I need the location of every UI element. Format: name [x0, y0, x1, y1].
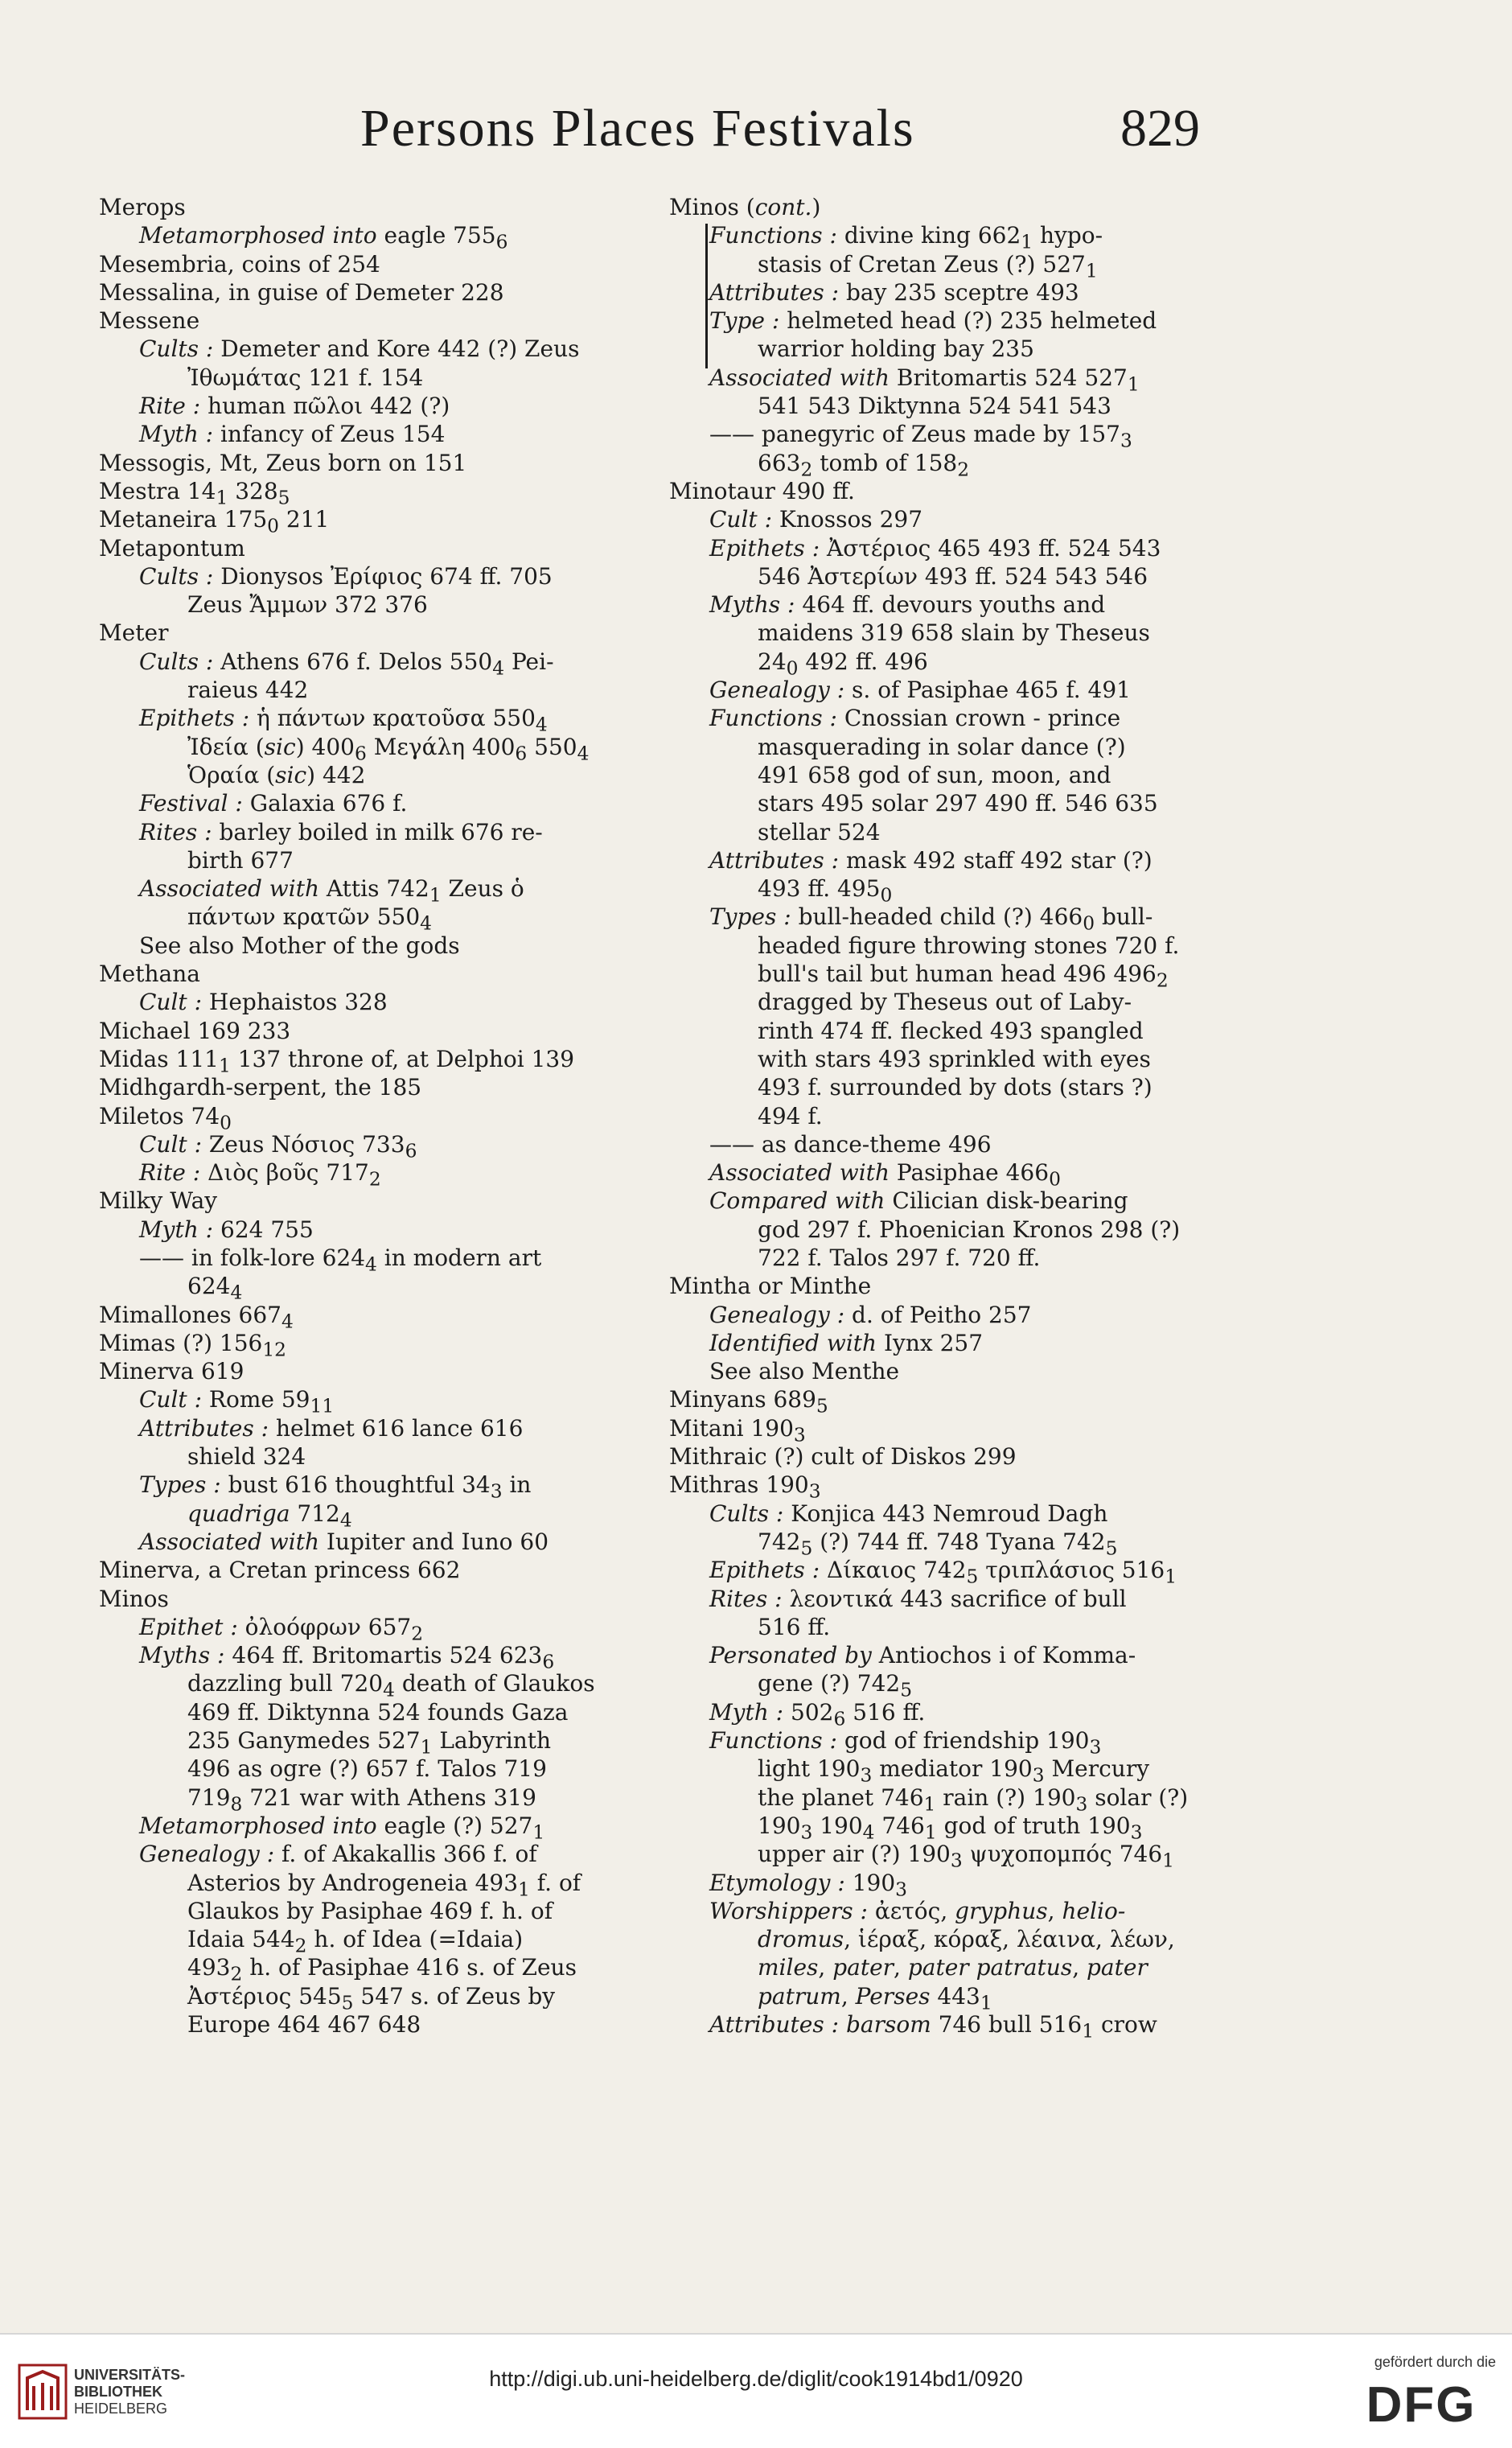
index-subentry: light $190_3$ mediator $190_3$ Mercury	[758, 1755, 1150, 1787]
index-subentry: $742_5$ (?) 744 ff. 748 Tyana $742_5$	[758, 1528, 1118, 1560]
index-subentry: Cult : Knossos 297	[709, 506, 923, 533]
index-subentry: with stars 493 sprinkled with eyes	[758, 1045, 1151, 1072]
index-headword: Michael 169 233	[99, 1017, 291, 1044]
index-subentry: miles, pater, pater patratus, pater	[758, 1954, 1148, 1981]
index-headword: Milky Way	[99, 1187, 218, 1215]
index-subentry: dromus, ἱέραξ, κόραξ, λέαινα, λέων,	[758, 1926, 1175, 1953]
index-subentry: Metamorphosed into eagle (?) $527_1$	[139, 1812, 545, 1844]
index-subentry: shield 324	[187, 1443, 306, 1471]
permalink-url[interactable]: http://digi.ub.uni-heidelberg.de/diglit/cook1914bd1/0920	[489, 2367, 1023, 2391]
index-subentry: Cult : Rome $59_{11}$	[139, 1386, 335, 1418]
index-subentry: Myth : $502_6$ 516 ff.	[709, 1698, 926, 1730]
index-headword: Mesembria, coins of 254	[99, 250, 380, 278]
index-headword: Mimallones $667_4$	[99, 1301, 294, 1333]
index-subentry: Identified with Iynx 257	[709, 1329, 984, 1356]
index-subentry: Cults : Dionysos Ἐρίφιος 674 ff. 705	[139, 562, 553, 590]
index-subentry: dragged by Theseus out of Laby-	[758, 989, 1132, 1016]
index-subentry: —— in folk-lore $624_4$ in modern art	[139, 1244, 542, 1276]
index-headword: Meter	[99, 619, 169, 647]
index-subentry: Associated with Iupiter and Iuno 60	[139, 1528, 549, 1555]
index-subentry: the planet $746_1$ rain (?) $190_3$ solar (?)	[758, 1784, 1189, 1816]
index-subentry: warrior holding bay 235	[758, 335, 1034, 363]
index-subentry: Rites : barley boiled in milk 676 re-	[139, 818, 543, 845]
index-column-right	[669, 193, 1232, 2043]
index-headword: Merops	[99, 194, 186, 220]
page-header	[0, 80, 1512, 177]
index-subentry: Europe 464 467 648	[187, 2011, 421, 2038]
index-subentry: Genealogy : f. of Akakallis 366 f. of	[139, 1841, 537, 1868]
index-subentry: Myths : 464 ff. devours youths and	[709, 591, 1106, 619]
index-subentry: maidens 319 658 slain by Theseus	[758, 619, 1150, 647]
sponsor-caption: gefördert durch die	[1374, 2354, 1496, 2370]
index-subentry: Attributes : bay 235 sceptre 493	[709, 278, 1079, 306]
index-subentry: Compared with Cilician disk-bearing	[709, 1187, 1128, 1215]
index-subentry: Functions : god of friendship $190_3$	[709, 1727, 1102, 1759]
running-title: Persons Places Festivals	[360, 99, 915, 158]
index-subentry: Associated with Attis $742_1$ Zeus ὁ	[139, 875, 524, 907]
index-subentry: Ἀστέριος $545_5$ 547 s. of Zeus by	[187, 1982, 556, 2014]
index-subentry: stasis of Cretan Zeus (?) $527_1$	[758, 250, 1098, 282]
index-subentry: Cults : Athens 676 f. Delos $550_4$ Pei-	[139, 648, 554, 680]
index-subentry: Attributes : barsom 746 bull $516_1$ crow	[709, 2011, 1157, 2043]
index-subentry: 546 Ἀστερίων 493 ff. 524 543 546	[758, 562, 1148, 590]
index-subentry: Functions : divine king $662_1$ hypo-	[709, 222, 1103, 253]
index-subentry: Genealogy : d. of Peitho 257	[709, 1301, 1032, 1328]
index-headword: Minerva, a Cretan princess 662	[99, 1557, 461, 1584]
index-subentry: πάντων κρατῶν $550_4$	[187, 903, 432, 936]
index-subentry: Epithets : Ἀστέριος 465 493 ff. 524 543	[709, 534, 1161, 562]
index-subentry: Cult : Zeus Νόσιος $733_6$	[139, 1130, 417, 1162]
index-subentry: Types : bull-headed child (?) $466_0$ bull-	[709, 903, 1153, 936]
index-subentry: Associated with Pasiphae $466_0$	[709, 1159, 1061, 1191]
index-headword: Midas $111_1$ 137 throne of, at Delphoi 139	[99, 1045, 575, 1077]
index-subentry: Ὁραία (sic) 442	[187, 761, 366, 788]
library-line-1: UNIVERSITÄTS-	[74, 2367, 186, 2383]
dfg-logo-icon	[1353, 2378, 1489, 2426]
index-headword: Midhgardh-serpent, the 185	[99, 1074, 422, 1101]
index-subentry: Epithets : ἡ πάντων κρατοῦσα $550_4$	[139, 705, 548, 736]
index-subentry: Cults : Demeter and Kore 442 (?) Zeus	[139, 335, 580, 363]
index-subentry: 541 543 Diktynna 524 541 543	[758, 393, 1111, 420]
index-headword: Mitani $190_3$	[669, 1414, 806, 1446]
index-headword: Messene	[99, 307, 200, 335]
index-subentry: Etymology : $190_3$	[709, 1869, 907, 1901]
index-headword: Metapontum	[99, 534, 245, 562]
viewer-footer	[0, 2333, 1512, 2448]
index-subentry: 516 ff.	[758, 1613, 831, 1640]
index-headword: Messogis, Mt, Zeus born on 151	[99, 449, 467, 476]
index-headword: Minos	[99, 1585, 169, 1612]
index-subentry: Ἰδεία (sic) $400_6$ Μεγάλη $400_6$ $550_4$	[187, 733, 590, 765]
index-subentry: $190_3$ $190_4$ $746_1$ god of truth $190_3$	[758, 1812, 1143, 1844]
index-subentry: —— panegyric of Zeus made by $157_3$	[709, 421, 1132, 452]
index-headword: Mithras $190_3$	[669, 1471, 821, 1503]
index-subentry: stars 495 solar 297 490 ff. 546 635	[758, 790, 1158, 817]
index-subentry: bull's tail but human head 496 $496_2$	[758, 961, 1169, 992]
index-subentry: 491 658 god of sun, moon, and	[758, 761, 1111, 788]
index-subentry: upper air (?) $190_3$ ψυχοπομπός $746_1$	[758, 1841, 1175, 1872]
index-subentry: raieus 442	[187, 677, 309, 704]
index-subentry: See also Mother of the gods	[139, 932, 460, 959]
index-subentry: quadriga $712_4$	[187, 1500, 352, 1532]
index-subentry: Myth : infancy of Zeus 154	[139, 421, 446, 448]
index-subentry: Rites : λεοντικά 443 sacrifice of bull	[709, 1585, 1127, 1612]
index-subentry: 496 as ogre (?) 657 f. Talos 719	[187, 1755, 547, 1783]
index-headword: Mithraic (?) cult of Diskos 299	[669, 1443, 1017, 1471]
index-headword: Minyans $689_5$	[669, 1386, 828, 1418]
index-subentry: Type : helmeted head (?) 235 helmeted	[709, 307, 1157, 335]
index-headword: Methana	[99, 961, 200, 988]
index-subentry: Personated by Antiochos i of Komma-	[709, 1642, 1136, 1669]
index-subentry: headed figure throwing stones 720 f.	[758, 932, 1180, 959]
index-subentry: 722 f. Talos 297 f. 720 ff.	[758, 1244, 1041, 1271]
index-subentry: birth 677	[187, 846, 294, 874]
index-subentry: See also Menthe	[709, 1358, 900, 1385]
index-subentry: dazzling bull $720_4$ death of Glaukos	[187, 1670, 595, 1702]
index-subentry: Epithet : ὀλοόφρων $657_2$	[139, 1613, 424, 1645]
index-headword: Metaneira $175_0$ 211	[99, 506, 330, 537]
index-subentry: Cults : Konjica 443 Nemroud Dagh	[709, 1500, 1108, 1527]
index-headword: Mestra $14_1$ $328_5$	[99, 477, 290, 509]
index-subentry: Cult : Hephaistos 328	[139, 989, 388, 1016]
index-headword: Minotaur 490 ff.	[669, 477, 855, 504]
library-line-2: BIBLIOTHEK	[74, 2384, 162, 2400]
index-subentry: gene (?) $742_5$	[758, 1670, 913, 1702]
index-subentry: —— as dance-theme 496	[709, 1130, 992, 1158]
index-subentry: Epithets : Δίκαιος $742_5$ τριπλάσιος $516_1$	[709, 1557, 1177, 1588]
index-headword: Mintha or Minthe	[669, 1273, 872, 1300]
library-line-3: HEIDELBERG	[74, 2401, 168, 2417]
index-subentry: Rite : human πῶλοι 442 (?)	[139, 393, 450, 420]
index-subentry: 469 ff. Diktynna 524 founds Gaza	[187, 1698, 569, 1726]
index-subentry: Myths : 464 ff. Britomartis 524 $623_6$	[139, 1642, 555, 1673]
index-headword: Messalina, in guise of Demeter 228	[99, 278, 504, 306]
index-subentry: Myth : 624 755	[139, 1216, 314, 1243]
index-subentry: Rite : Διὸς βοῦς $717_2$	[139, 1159, 381, 1191]
index-subentry: Worshippers : ἀετός, gryphus, helio-	[709, 1897, 1126, 1924]
index-subentry: Attributes : mask 492 staff 492 star (?)	[709, 846, 1152, 874]
index-headword: Mimas (?) $156_{12}$	[99, 1329, 287, 1361]
index-subentry: $719_8$ 721 war with Athens 319	[187, 1784, 536, 1816]
index-subentry: Genealogy : s. of Pasiphae 465 f. 491	[709, 677, 1131, 704]
index-subentry: Asterios by Androgeneia $493_1$ f. of	[187, 1869, 581, 1901]
index-subentry: masquerading in solar dance (?)	[758, 733, 1126, 760]
index-subentry: rinth 474 ff. flecked 493 spangled	[758, 1017, 1144, 1044]
index-subentry: $24_0$ 492 ff. 496	[758, 648, 928, 680]
index-subentry: 493 f. surrounded by dots (stars ?)	[758, 1074, 1152, 1101]
index-subentry: Functions : Cnossian crown - prince	[709, 705, 1121, 732]
index-subentry: Idaia $544_2$ h. of Idea (=Idaia)	[187, 1926, 524, 1957]
index-subentry: patrum, Perses $443_1$	[758, 1982, 992, 2014]
index-subentry: Attributes : helmet 616 lance 616	[139, 1414, 524, 1442]
index-subentry: Metamorphosed into eagle $755_6$	[139, 222, 508, 253]
index-subentry: 235 Ganymedes $527_1$ Labyrinth	[187, 1727, 552, 1759]
index-subentry: $493_2$ h. of Pasiphae 416 s. of Zeus	[187, 1954, 577, 1985]
sponsor-block[interactable]	[1319, 2354, 1496, 2434]
index-subentry: Zeus Ἄμμων 372 376	[187, 591, 428, 619]
index-column-left	[99, 193, 662, 2039]
index-subentry: $624_4$	[187, 1273, 243, 1304]
index-subentry: 494 f.	[758, 1102, 823, 1129]
index-subentry: stellar 524	[758, 818, 881, 845]
index-headword: Miletos $74_0$	[99, 1102, 232, 1134]
index-headword: Minerva 619	[99, 1358, 244, 1385]
dfg-logo-text: DFG	[1366, 2378, 1477, 2426]
index-subentry: $663_2$ tomb of $158_2$	[758, 449, 970, 481]
page-number: 829	[1120, 99, 1200, 158]
index-headword: Minos (cont.)	[669, 194, 821, 220]
index-subentry: Ἰθωμάτας 121 f. 154	[187, 364, 424, 391]
index-subentry: Festival : Galaxia 676 f.	[139, 790, 408, 817]
index-subentry: Glaukos by Pasiphae 469 f. h. of	[187, 1897, 553, 1924]
index-subentry: Associated with Britomartis 524 $527_1$	[709, 364, 1140, 396]
index-subentry: 493 ff. $495_0$	[758, 875, 893, 907]
index-subentry: god 297 f. Phoenician Kronos 298 (?)	[758, 1216, 1181, 1243]
index-subentry: Types : bust 616 thoughtful $34_3$ in	[139, 1471, 532, 1503]
